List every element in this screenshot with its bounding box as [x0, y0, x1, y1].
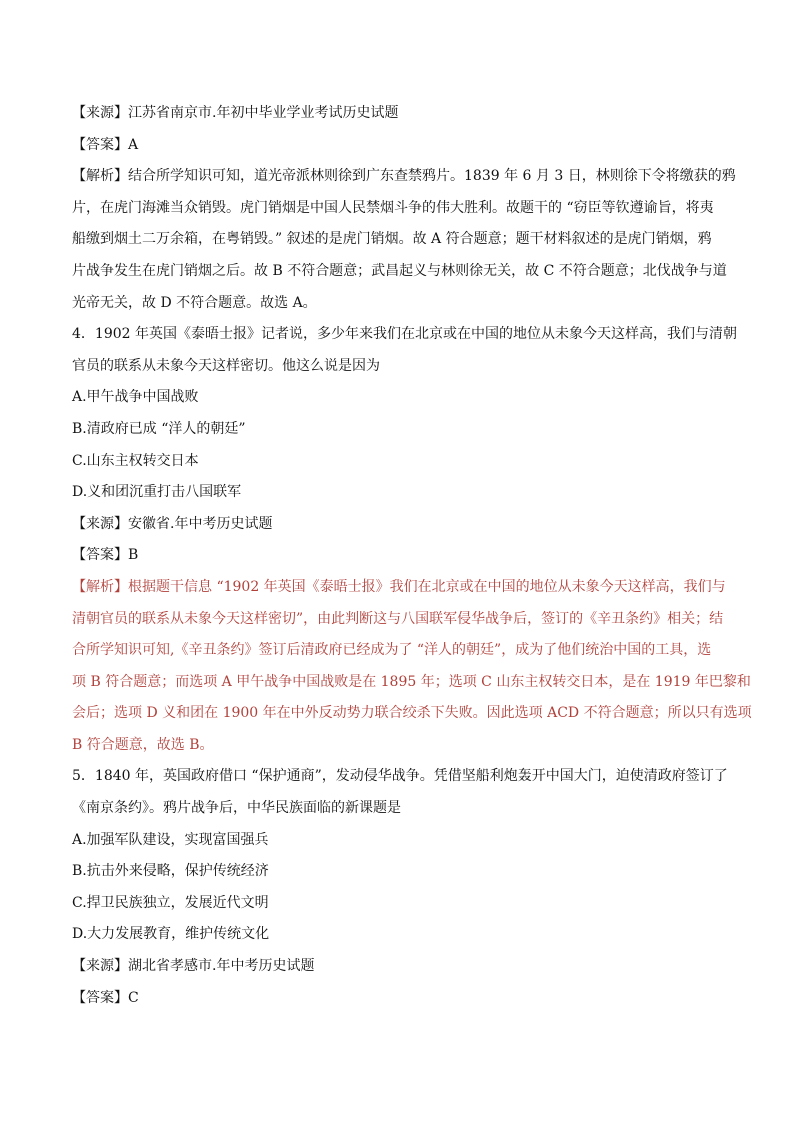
- q4-option-a: [72, 382, 732, 414]
- text-line: 【来源】湖北省孝感市.年中考历史试题: [72, 958, 315, 975]
- text-line: 会后；选项 D 义和团在 1900 年在中外反动势力联合绞杀下失败。因此选项 ACD 不符合题意；所以只有选项: [72, 705, 752, 722]
- q5-option-b: [72, 856, 732, 888]
- text-line: C.捍卫民族独立，发展近代文明: [72, 894, 269, 911]
- text-line: 片，在虎门海滩当众销毁。虎门销烟是中国人民禁烟斗争的伟大胜利。故题干的 “窃臣等钦遵谕旨，将夷: [72, 199, 714, 216]
- text-line: 【答案】C: [72, 989, 139, 1006]
- text-line: 片战争发生在虎门销烟之后。故 B 不符合题意；武昌起义与林则徐无关，故 C 不符合题意；北伐战争与道: [72, 262, 727, 279]
- q4-stem: [72, 319, 737, 382]
- q5-option-c: [72, 888, 732, 920]
- q4-source: [72, 509, 732, 541]
- text-line: 【来源】安徽省.年中考历史试题: [72, 515, 273, 532]
- document-page: [72, 98, 752, 1014]
- text-line: 【解析】根据题干信息 “1902 年英国《泰晤士报》我们在北京或在中国的地位从未象今天这样高，我们与: [72, 578, 726, 595]
- text-line: B 符合题意，故选 B。: [72, 736, 214, 753]
- text-line: 合所学知识可知,《辛丑条约》签订后清政府已经成为了 “洋人的朝廷”，成为了他们统治中国的工具，选: [72, 642, 712, 659]
- text-line: 【答案】B: [72, 547, 139, 564]
- q5-stem: [72, 761, 732, 824]
- q5-answer: [72, 983, 732, 1015]
- q3-source: [72, 98, 732, 130]
- q5-option-d: [72, 919, 732, 951]
- text-line: 【答案】A: [72, 136, 139, 153]
- text-line: 项 B 符合题意；而选项 A 甲午战争中国战败是在 1895 年；选项 C 山东主权转交日本，是在 1919 年巴黎和: [72, 673, 751, 690]
- q4-analysis: [72, 572, 752, 762]
- q4-option-d: [72, 477, 732, 509]
- q5-source: [72, 951, 732, 983]
- text-line: C.山东主权转交日本: [72, 452, 199, 469]
- text-line: A.甲午战争中国战败: [72, 389, 199, 406]
- text-line: 光帝无关，故 D 不符合题意。故选 A。: [72, 294, 317, 311]
- text-line: B.清政府已成 “洋人的朝廷”: [72, 420, 246, 437]
- text-line: 清朝官员的联系从未象今天这样密切”，由此判断这与八国联军侵华战争后，签订的《辛丑条约》相关；结: [72, 610, 724, 627]
- text-line: 4．1902 年英国《泰晤士报》记者说，多少年来我们在北京或在中国的地位从未象今天这样高，我们与清朝: [72, 326, 737, 343]
- text-line: D.大力发展教育，维护传统文化: [72, 926, 270, 943]
- text-line: 《南京条约》。鸦片战争后，中华民族面临的新课题是: [72, 800, 401, 817]
- text-line: 【解析】结合所学知识可知，道光帝派林则徐到广东查禁鸦片。1839 年 6 月 3 日，林则徐下令将缴获的鸦: [72, 168, 736, 185]
- q4-answer: [72, 540, 732, 572]
- text-line: D.义和团沉重打击八国联军: [72, 484, 242, 501]
- q3-analysis: [72, 161, 736, 319]
- text-line: 船缴到烟土二万余箱，在粤销毁。” 叙述的是虎门销烟。故 A 符合题意；题干材料叙述的是虎门销烟，鸦: [72, 231, 712, 248]
- text-line: 官员的联系从未象今天这样密切。他这么说是因为: [72, 357, 380, 374]
- q5-option-a: [72, 825, 732, 857]
- q4-option-c: [72, 446, 732, 478]
- q4-option-b: [72, 414, 732, 446]
- text-line: 5．1840 年，英国政府借口 “保护通商”，发动侵华战争。凭借坚船利炮轰开中国大门，迫使清政府签订了: [72, 768, 728, 785]
- text-line: B.抗击外来侵略，保护传统经济: [72, 863, 269, 880]
- text-line: A.加强军队建设，实现富国强兵: [72, 831, 269, 848]
- q3-answer: [72, 130, 732, 162]
- text-line: 【来源】江苏省南京市.年初中毕业学业考试历史试题: [72, 105, 399, 121]
